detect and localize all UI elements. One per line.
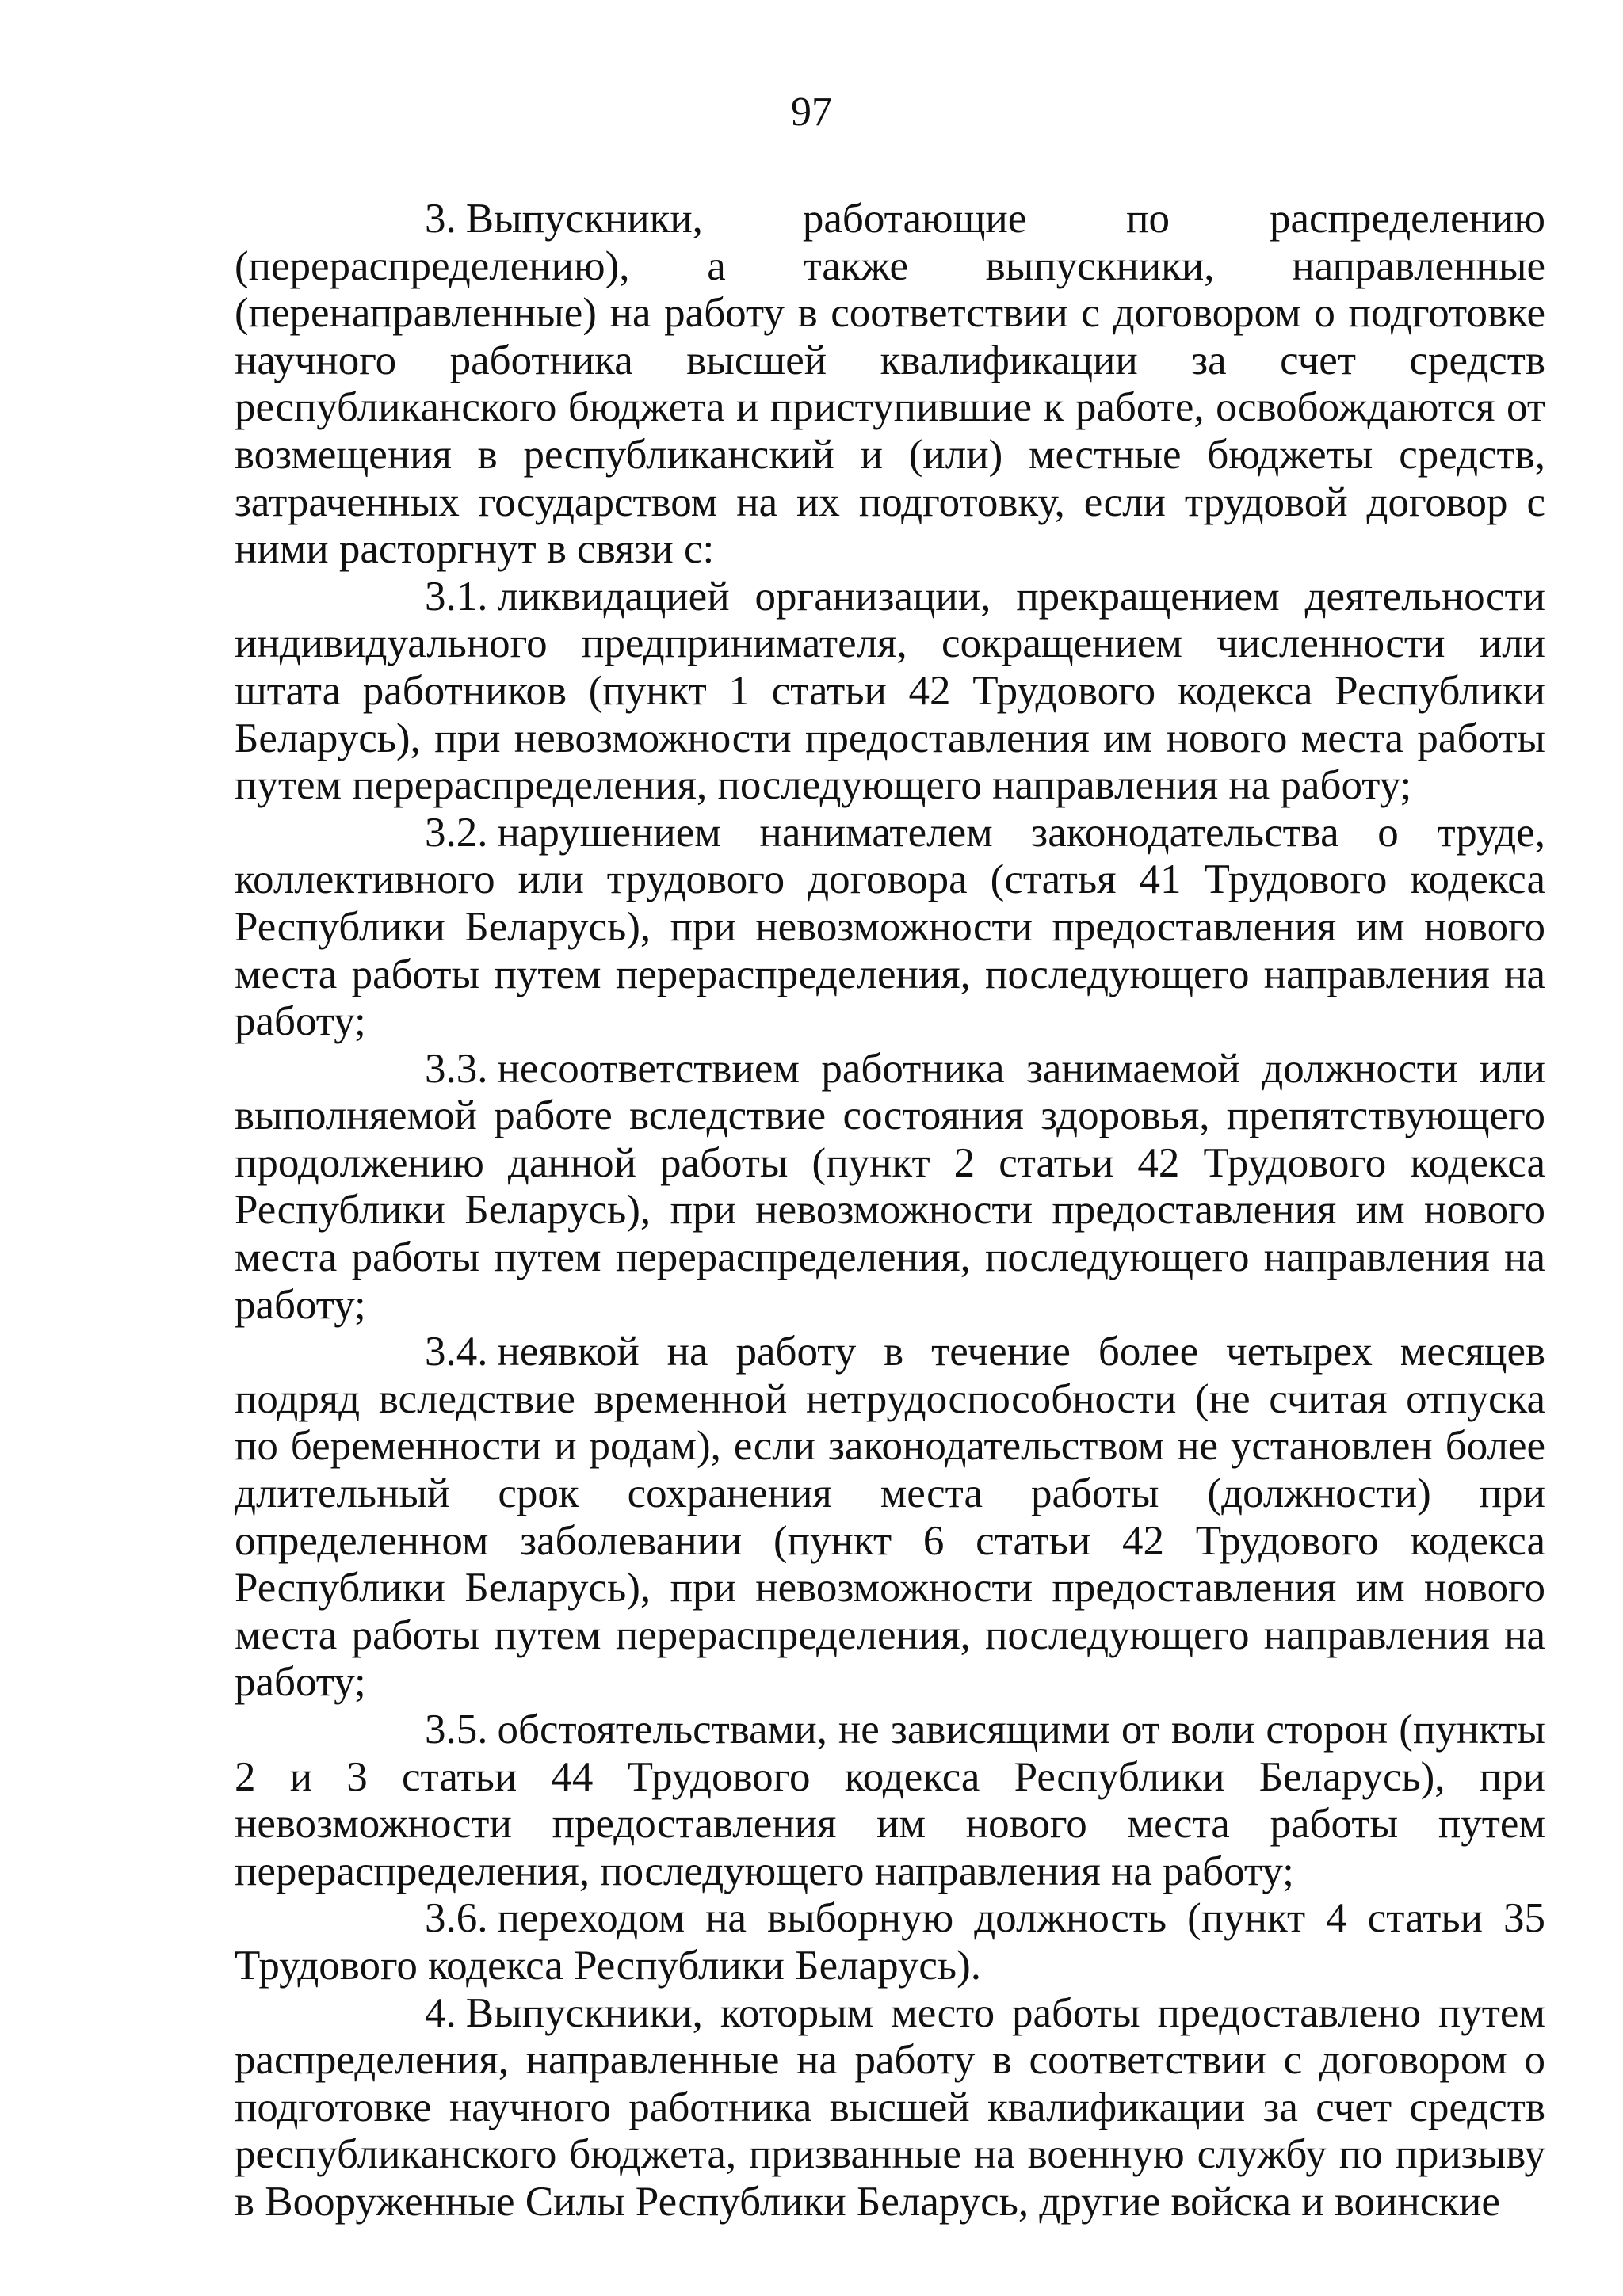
paragraph-3-4 <box>235 1329 1545 1707</box>
paragraph-text: нарушением нанимателем законодательства о труде, коллективного или трудового договора (статья 41 Трудового кодекса Республики Беларусь), при невозможности предоставления им нового места работы путем перераспределения, последующего направления на работу; <box>235 809 1545 1045</box>
paragraph-text: Выпускники, которым место работы предоставлено путем распределения, направленные на работу в соответствии с договором о подготовке научного работника высшей квалификации за счет средств республиканского бюджета, призванные на военную службу по призыву в Вооруженные Силы Республики Беларусь, другие войска и воинские <box>235 1989 1545 2225</box>
paragraph-text: ликвидацией организации, прекращением деятельности индивидуального предпринимателя, сокращением численности или штата работников (пункт 1 статьи 42 Трудового кодекса Республики Беларусь), при невозможности предоставления им нового места работы путем перераспределения, последующего направления на работу; <box>235 573 1545 809</box>
paragraph-3-2 <box>235 810 1545 1046</box>
paragraph-3-3 <box>235 1046 1545 1329</box>
page-number: 97 <box>791 90 832 135</box>
document-body <box>235 196 1545 2226</box>
paragraph-3-1 <box>235 574 1545 810</box>
paragraph-number: 3.1. <box>425 573 488 620</box>
paragraph-number: 3. <box>425 196 456 242</box>
paragraph-number: 3.6. <box>425 1895 488 1942</box>
paragraph-3-6 <box>235 1895 1545 1989</box>
paragraph-3-5 <box>235 1707 1545 1895</box>
paragraph-text: Выпускники, работающие по распределению (перераспределению), а также выпускники, направленные (перенаправленные) на работу в соответствии с договором о подготовке научного работника высшей квалификации за счет средств республиканского бюджета и приступившие к работе, освобождаются от возмещения в республиканский и (или) местные бюджеты средств, затраченных государством на их подготовку, если трудовой договор с ними расторгнут в связи с: <box>235 196 1545 573</box>
paragraph-text: переходом на выборную должность (пункт 4 статьи 35 Трудового кодекса Республики Беларусь). <box>235 1895 1545 1989</box>
paragraph-number: 3.2. <box>425 809 488 856</box>
paragraph-number: 3.5. <box>425 1707 488 1753</box>
paragraph-number: 3.3. <box>425 1045 488 1092</box>
paragraph-number: 3.4. <box>425 1329 488 1375</box>
paragraph-3 <box>235 196 1545 574</box>
paragraph-text: неявкой на работу в течение более четырех месяцев подряд вследствие временной нетрудоспособности (не считая отпуска по беременности и родам), если законодательством не установлен более длительный срок сохранения места работы (должности) при определенном заболевании (пункт 6 статьи 42 Трудового кодекса Республики Беларусь), при невозможности предоставления им нового места работы путем перераспределения, последующего направления на работу; <box>235 1329 1545 1706</box>
paragraph-number: 4. <box>425 1989 456 2036</box>
paragraph-text: несоответствием работника занимаемой должности или выполняемой работе вследствие состояния здоровья, препятствующего продолжению данной работы (пункт 2 статьи 42 Трудового кодекса Республики Беларусь), при невозможности предоставления им нового места работы путем перераспределения, последующего направления на работу; <box>235 1045 1545 1328</box>
paragraph-4 <box>235 1990 1545 2226</box>
paragraph-text: обстоятельствами, не зависящими от воли сторон (пункты 2 и 3 статьи 44 Трудового кодекса Республики Беларусь), при невозможности предоставления им нового места работы путем перераспределения, последующего направления на работу; <box>235 1707 1545 1894</box>
